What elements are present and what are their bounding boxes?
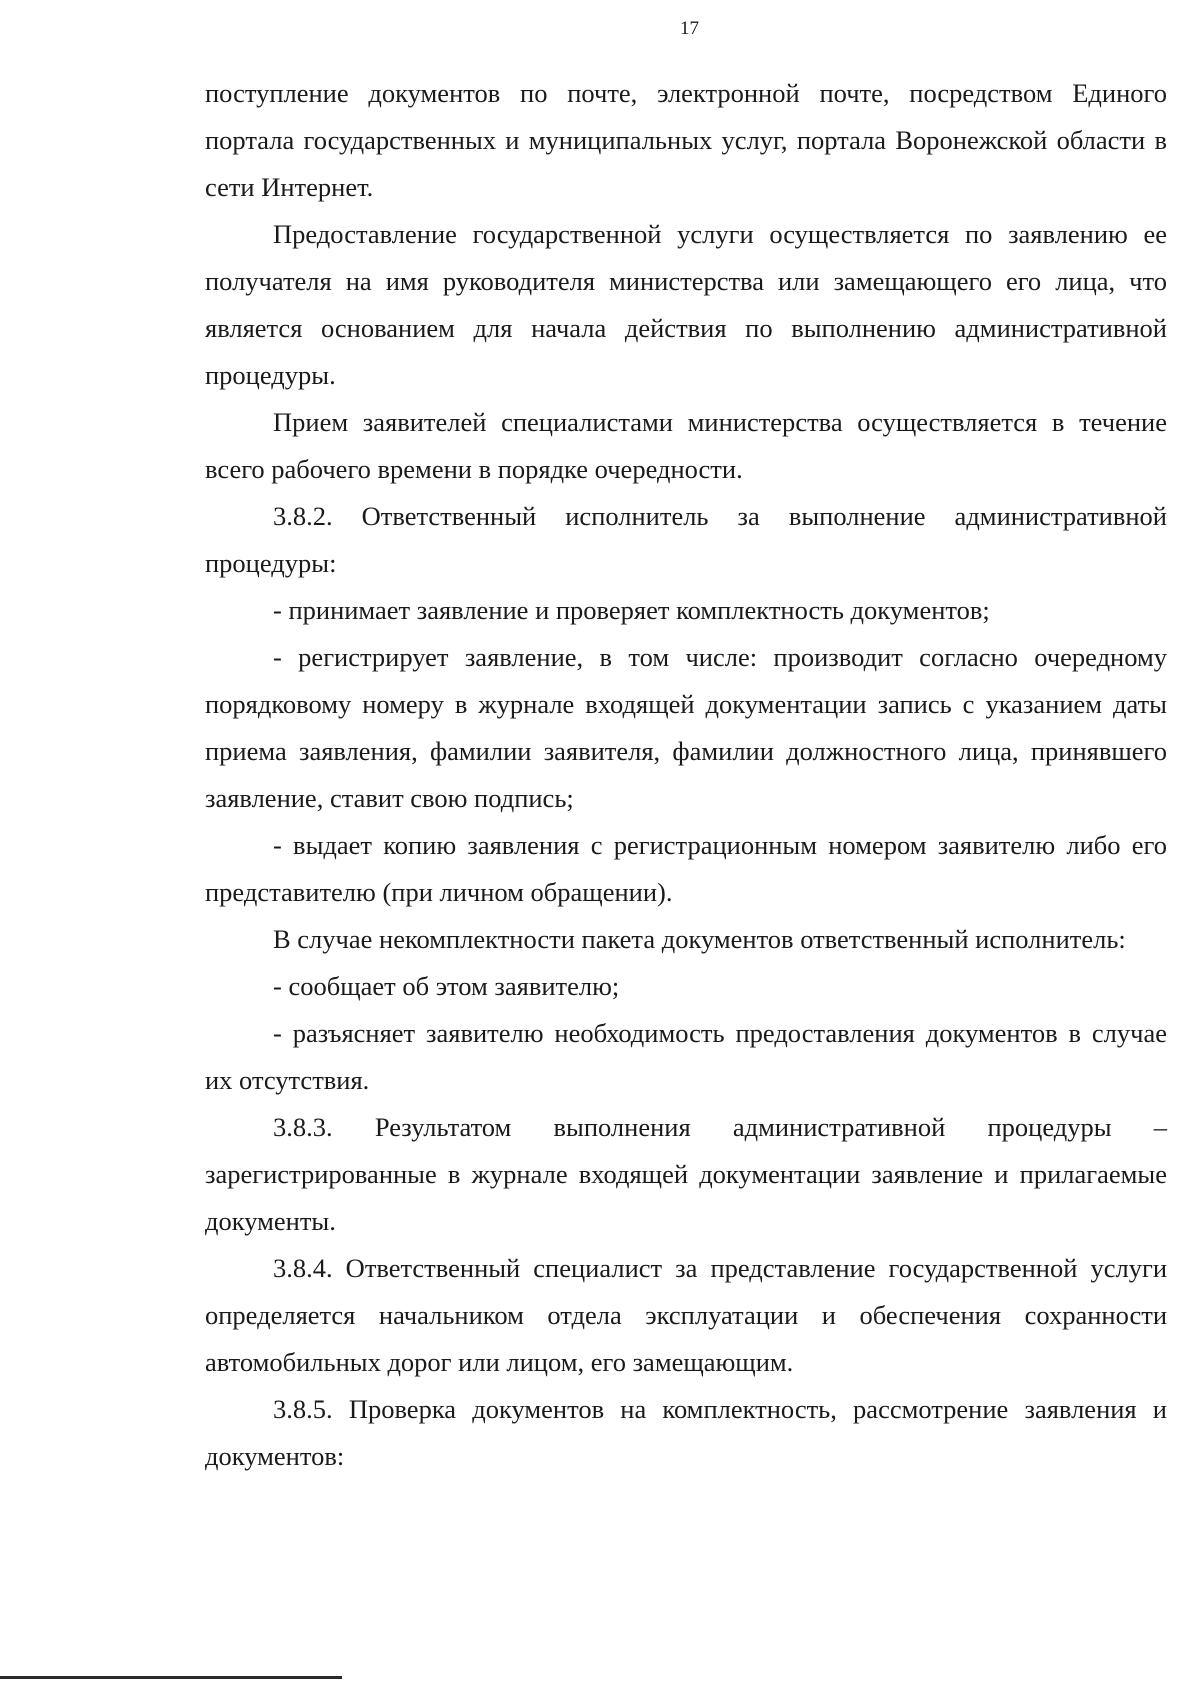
list-item-accepts: - принимает заявление и проверяет комплектность документов; <box>273 595 990 625</box>
list-item-informs: - сообщает об этом заявителю; <box>273 971 620 1001</box>
paragraph-reception: Прием заявителей специалистами министерства осуществляется в течение всего рабочего времени в порядке очередности. <box>205 407 1167 484</box>
paragraph-continuation: поступление документов по почте, электронной почте, посредством Единого портала государственных и муниципальных услуг, портала Воронежской области в сети Интернет. <box>205 78 1167 202</box>
paragraph-incomplete-package: В случае некомплектности пакета документов ответственный исполнитель: <box>273 924 1126 954</box>
paragraph-service-provision: Предоставление государственной услуги осуществляется по заявлению ее получателя на имя руководителя министерства или замещающего его лица, что является основанием для начала действия по выполнению административной процедуры. <box>205 219 1167 390</box>
paragraph-3-8-4: 3.8.4. Ответственный специалист за представление государственной услуги определяется начальником отдела эксплуатации и обеспечения сохранности автомобильных дорог или лицом, его замещающим. <box>205 1253 1167 1377</box>
paragraph-3-8-5: 3.8.5. Проверка документов на комплектность, рассмотрение заявления и документов: <box>205 1394 1167 1471</box>
list-item-explains: - разъясняет заявителю необходимость предоставления документов в случае их отсутствия. <box>205 1018 1167 1095</box>
paragraph-3-8-3: 3.8.3. Результатом выполнения административной процедуры – зарегистрированные в журнале входящей документации заявление и прилагаемые документы. <box>205 1112 1167 1236</box>
list-item-registers: - регистрирует заявление, в том числе: производит согласно очередному порядковому номеру в журнале входящей документации запись с указанием даты приема заявления, фамилии заявителя, фамилии должностного лица, принявшего заявление, ставит свою подпись; <box>205 642 1167 813</box>
page-number: 17 <box>680 18 699 39</box>
document-body <box>205 70 1167 1480</box>
paragraph-3-8-2: 3.8.2. Ответственный исполнитель за выполнение административной процедуры: <box>205 501 1167 578</box>
list-item-issues-copy: - выдает копию заявления с регистрационным номером заявителю либо его представителю (при личном обращении). <box>205 830 1167 907</box>
footer-divider <box>0 1676 342 1679</box>
